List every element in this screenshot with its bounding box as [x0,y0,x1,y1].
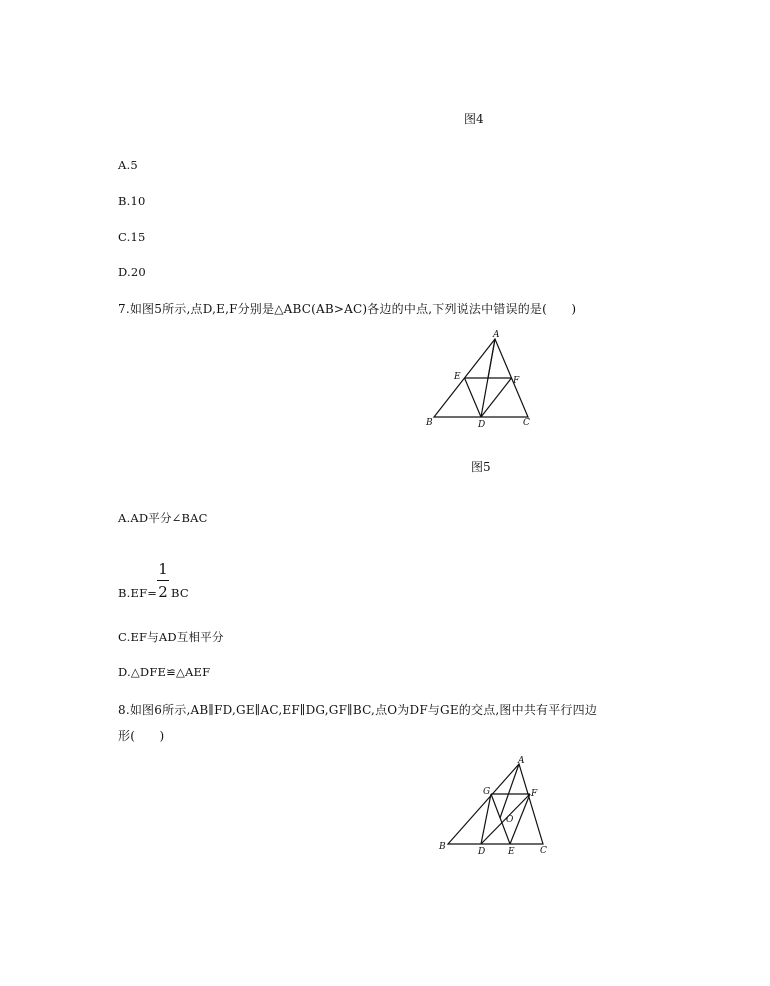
segment-ae-extra [488,339,495,378]
q7-option-b-suffix: BC [171,586,189,600]
label-d: D [478,420,486,430]
figure-4-caption: 图4 [464,112,484,126]
label-b: B [439,842,446,852]
q7-option-a: A.AD平分∠BAC [118,511,208,525]
q7-option-c: C.EF与AD互相平分 [118,630,224,644]
label-d: D [478,847,486,857]
label-f: F [513,376,520,386]
segment-a-inner [500,764,519,818]
segment-df [481,378,512,417]
fraction-numerator: 1 [158,560,168,578]
q7-option-d: D.△DFE≌△AEF [118,665,211,679]
label-g: G [483,787,491,797]
label-a: A [493,330,500,340]
fraction-bar [157,580,169,581]
label-e: E [454,372,461,382]
q7-stem: 7.如图5所示,点D,E,F分别是△ABC(AB>AC)各边的中点,下列说法中错误的是( ) [118,302,577,316]
q8-stem-line-2: 形( ) [118,729,165,743]
q6-option-a: A.5 [118,158,138,172]
q7-option-b-prefix: B.EF= [118,586,158,600]
label-e: E [508,847,515,857]
label-c: C [540,846,547,856]
figure-5-caption: 图5 [471,460,491,474]
figure-6-triangle [436,752,558,860]
q7-option-b-fraction [157,560,169,601]
label-a: A [518,756,525,766]
label-o: O [506,815,514,825]
triangle-abc [448,764,543,844]
label-b: B [426,418,433,428]
figure-5-triangle [420,328,540,432]
label-f: F [531,789,538,799]
fraction-denominator: 2 [158,583,168,601]
segment-ed [465,378,482,417]
q8-stem-line-1: 8.如图6所示,AB∥FD,GE∥AC,EF∥DG,GF∥BC,点O为DF与GE的交点,图中共有平行四边 [118,703,598,717]
q6-option-c: C.15 [118,230,146,244]
label-c: C [523,418,530,428]
q6-option-d: D.20 [118,265,146,279]
q6-option-b: B.10 [118,194,146,208]
